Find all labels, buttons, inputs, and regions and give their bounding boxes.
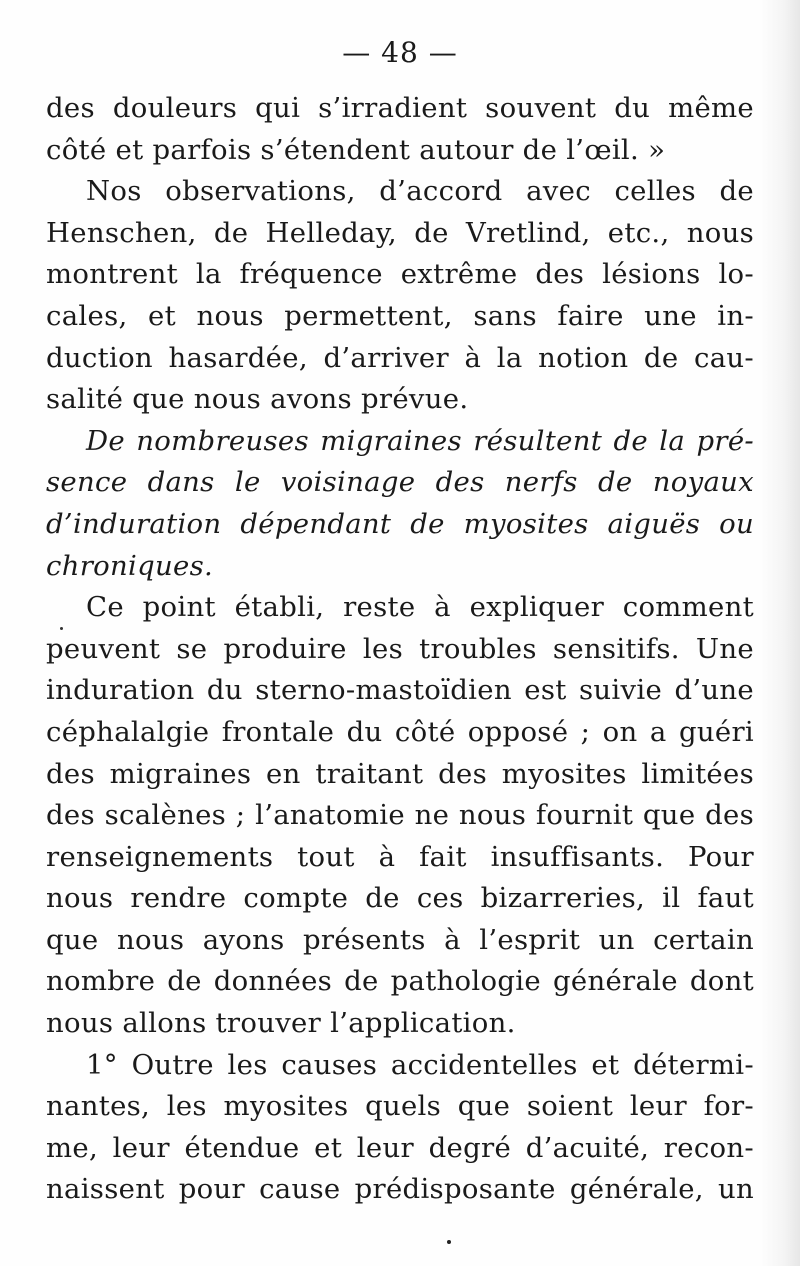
- body-text: [46, 88, 754, 1211]
- ink-speck: [60, 627, 63, 630]
- text-line: De nombreuses migraines résultent de la pré-: [86, 424, 754, 457]
- text-line: chroniques.: [46, 549, 214, 582]
- text-line: nous rendre compte de ces bizarreries, il faut: [46, 882, 754, 915]
- text-line: nous allons trouver l’application.: [46, 1007, 516, 1040]
- page-number: — 48 —: [342, 36, 458, 69]
- text-line: côté et parfois s’étendent autour de l’œil. »: [46, 133, 666, 166]
- text-line: d’induration dépendant de myosites aiguës ou: [46, 507, 754, 540]
- text-line: des migraines en traitant des myosites limitées: [46, 757, 754, 790]
- text-line: nantes, les myosites quels que soient leur for-: [46, 1090, 754, 1123]
- text-line: me, leur étendue et leur degré d’acuité, recon-: [46, 1131, 754, 1164]
- text-line: des douleurs qui s’irradient souvent du même: [46, 92, 754, 124]
- text-line: cales, et nous permettent, sans faire une in-: [46, 299, 754, 332]
- text-line: Nos observations, d’accord avec celles de: [86, 175, 754, 208]
- text-line: Henschen, de Helleday, de Vretlind, etc., nous: [46, 216, 754, 249]
- text-line: céphalalgie frontale du côté opposé ; on a guéri: [46, 715, 754, 748]
- text-line: naissent pour cause prédisposante générale, un: [46, 1173, 754, 1206]
- text-line: des scalènes ; l’anatomie ne nous fournit que des: [46, 799, 754, 832]
- text-line: 1° Outre les causes accidentelles et détermi-: [86, 1048, 754, 1081]
- text-line: peuvent se produire les troubles sensitifs. Une: [46, 632, 754, 665]
- text-line: Ce point établi, reste à expliquer comment: [86, 591, 754, 624]
- text-line: salité que nous avons prévue.: [46, 383, 469, 416]
- text-line: renseignements tout à fait insuffisants. Pour: [46, 840, 754, 873]
- ink-speck: [447, 1240, 451, 1244]
- text-line: induration du sterno-mastoïdien est suivie d’une: [46, 674, 754, 707]
- text-line: duction hasardée, d’arriver à la notion de cau-: [46, 341, 754, 374]
- text-line: sence dans le voisinage des nerfs de noyaux: [46, 466, 754, 499]
- page-edge-shadow: [760, 0, 800, 1266]
- text-line: nombre de données de pathologie générale dont: [46, 965, 754, 998]
- text-line: montrent la fréquence extrême des lésions lo-: [46, 258, 754, 291]
- text-line: que nous ayons présents à l’esprit un certain: [46, 923, 754, 956]
